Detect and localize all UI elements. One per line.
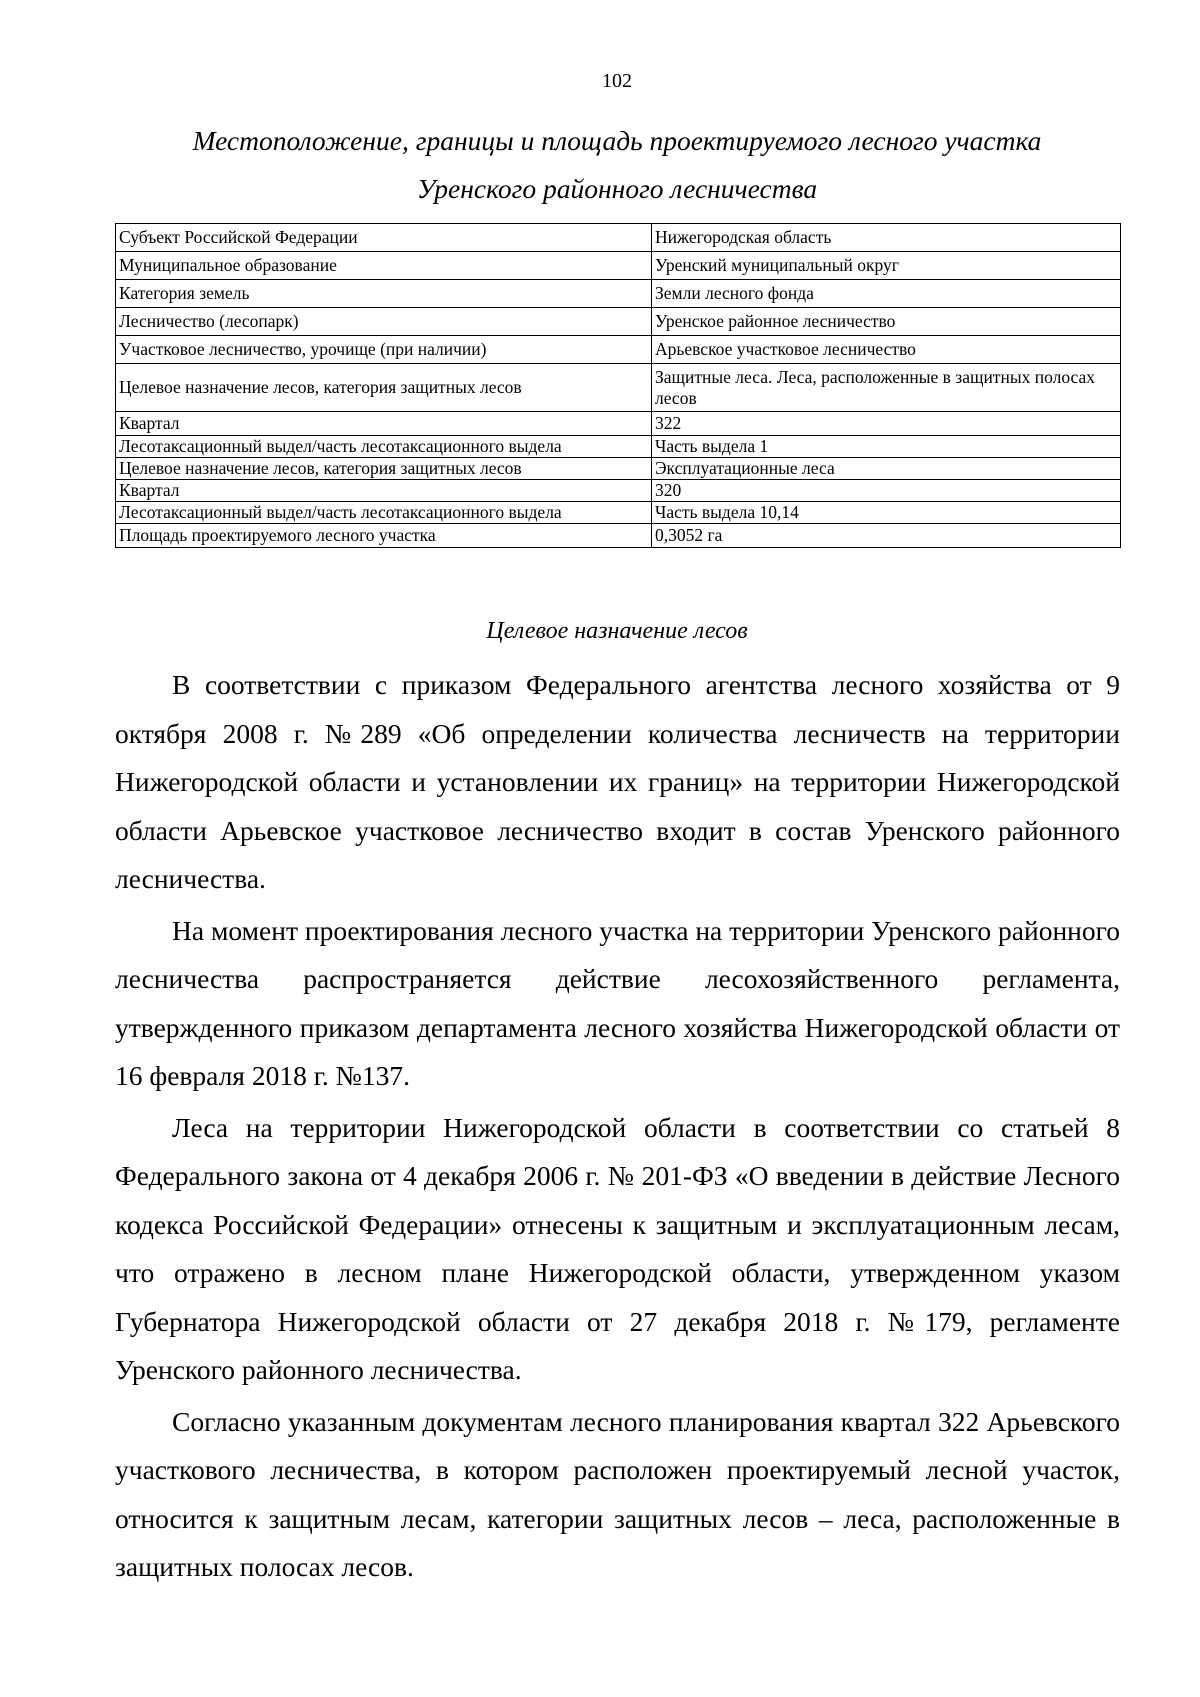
- table-cell-value: Арьевское участковое лесничество: [652, 336, 1121, 364]
- page-number: 102: [602, 70, 632, 92]
- paragraph: В соответствии с приказом Федерального агентства лесного хозяйства от 9 октября 2008 г. №289 «Об определении количества лесничеств на территории Нижегородской области и установлении их границ» на территории Нижегородской области Арьевское участковое лесничество входит в состав Уренского районного лесничества.: [115, 669, 1120, 894]
- table-cell-label: Лесотаксационный выдел/часть лесотаксационного выдела: [116, 436, 652, 458]
- paragraph: Леса на территории Нижегородской области в соответствии со статьей 8 Федерального закона от 4 декабря 2006 г. № 201-ФЗ «О введении в действие Лесного кодекса Российской Федерации» отнесены к защитным и эксплуатационным лесам, что отражено в лесном плане Нижегородской области, утвержденном указом Губернатора Нижегородской области от 27 декабря 2018 г. №179, регламенте Уренского районного лесничества.: [115, 1111, 1120, 1385]
- plot-info-table: [115, 223, 1121, 548]
- table-row: [116, 224, 1121, 252]
- table-row: [116, 308, 1121, 336]
- table-cell-label: Квартал: [116, 412, 652, 436]
- table-row: [116, 252, 1121, 280]
- table-cell-value: Земли лесного фонда: [652, 280, 1121, 308]
- table-row: [116, 524, 1121, 548]
- table-cell-value: Уренский муниципальный округ: [652, 252, 1121, 280]
- table-cell-value: 0,3052 га: [652, 524, 1121, 548]
- table-cell-value: Уренское районное лесничество: [652, 308, 1121, 336]
- table-cell-label: Муниципальное образование: [116, 252, 652, 280]
- table-row: [116, 502, 1121, 524]
- table-cell-value: Часть выдела 1: [652, 436, 1121, 458]
- document-heading-line-2: Уренского районного лесничества: [416, 173, 818, 204]
- table-cell-value: Часть выдела 10,14: [652, 502, 1121, 524]
- table-cell-label: Лесотаксационный выдел/часть лесотаксационного выдела: [116, 502, 652, 524]
- table-cell-label: Целевое назначение лесов, категория защитных лесов: [116, 364, 652, 412]
- table-cell-label: Целевое назначение лесов, категория защитных лесов: [116, 458, 652, 480]
- table-row: [116, 458, 1121, 480]
- table-row: [116, 436, 1121, 458]
- table-row: [116, 336, 1121, 364]
- paragraph: Согласно указанным документам лесного планирования квартал 322 Арьевского участкового лесничества, в котором расположен проектируемый лесной участок, относится к защитным лесам, категории защитных лесов – леса, расположенные в защитных полосах лесов.: [115, 1405, 1120, 1582]
- table-cell-label: Категория земель: [116, 280, 652, 308]
- table-row: [116, 280, 1121, 308]
- paragraph: На момент проектирования лесного участка на территории Уренского районного лесничества распространяется действие лесохозяйственного регламента, утвержденного приказом департамента лесного хозяйства Нижегородской области от 16 февраля 2018 г. №137.: [115, 914, 1120, 1091]
- table-cell-label: Участковое лесничество, урочище (при наличии): [116, 336, 652, 364]
- table-cell-label: Площадь проектируемого лесного участка: [116, 524, 652, 548]
- table-row: [116, 364, 1121, 412]
- table-row: [116, 480, 1121, 502]
- document-heading-line-1: Местоположение, границы и площадь проектируемого лесного участка: [192, 125, 1042, 156]
- table-cell-value: 322: [652, 412, 1121, 436]
- section-title: Целевое назначение лесов: [486, 618, 748, 644]
- table-cell-value: Нижегородская область: [652, 224, 1121, 252]
- table-cell-value: Эксплуатационные леса: [652, 458, 1121, 480]
- section-body: [115, 661, 1120, 1595]
- table-cell-label: Квартал: [116, 480, 652, 502]
- table-row: [116, 412, 1121, 436]
- table-cell-label: Субъект Российской Федерации: [116, 224, 652, 252]
- table-cell-value: Защитные леса. Леса, расположенные в защитных полосах лесов: [652, 364, 1121, 412]
- table-cell-value: 320: [652, 480, 1121, 502]
- table-cell-label: Лесничество (лесопарк): [116, 308, 652, 336]
